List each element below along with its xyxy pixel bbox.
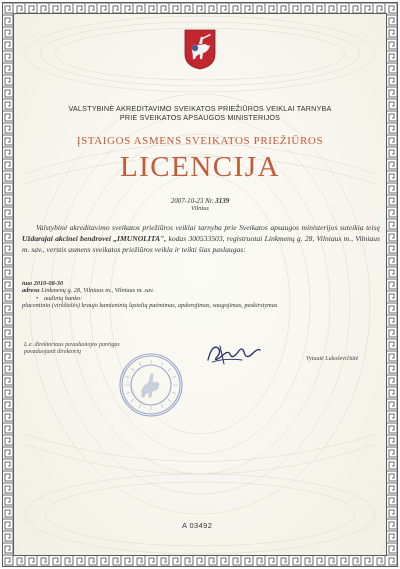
address-label: adresu (22, 287, 40, 295)
license-body-text (22, 222, 380, 256)
signer-name: Vytautė Lukoševičiūtė (306, 356, 359, 362)
authority-line-2: PRIE SVEIKATOS APSAUGOS MINISTERIJOS (119, 113, 281, 122)
issue-city: Vilnius (191, 205, 209, 212)
valid-from: nuo 2010-08-30 (22, 280, 64, 287)
license-details (22, 280, 382, 310)
body-text-part-2: kodas 300533503, registruotai Linkmenų g. 28, Vilniaus m., Vilniaus m. sav., verstis asmens sveikatos priežiūros veikla ir teikti šias paslaugas: (22, 234, 380, 255)
service-item-label: audinių banko: (44, 294, 83, 302)
authority-line-1: VALSTYBINĖ AKREDITAVIMO SVEIKATOS PRIEŽIŪROS VEIKLAI TARNYBA (68, 104, 332, 113)
signer-title-line-2: pavaduojanti direktorių (24, 349, 81, 355)
service-detail: placentinio (virkštelės) kraujo kamieninių ląstelių paėmimas, apdorojimas, saugojimas, paskirstymas (22, 302, 278, 310)
bullet-icon: • (36, 294, 39, 302)
body-text-part-1: Valstybinė akreditavimo sveikatos priežiūros veiklai tarnyba prie Sveikatos apsaugos ministerijos suteikia teisę (36, 223, 380, 232)
official-round-stamp-icon (118, 352, 184, 418)
license-number: 3139 (215, 197, 230, 205)
institution-title: ĮSTAIGOS ASMENS SVEIKATOS PRIEŽIŪROS (76, 135, 324, 147)
lithuanian-vytis-coat-of-arms-icon (183, 28, 217, 70)
signer-title-line-1: L.e. direktoriaus pavaduotojos pareigas (24, 342, 120, 348)
license-date: 2007-10-23 Nr. (170, 197, 214, 205)
serial-number: A 03492 (182, 521, 213, 530)
license-title: LICENCIJA (119, 151, 281, 183)
issuing-authority (0, 104, 400, 122)
service-item (22, 295, 382, 302)
address-value: Linkmenų g. 28, Vilniaus m., Vilniaus m. sav. (41, 287, 154, 295)
license-date-number (0, 197, 400, 205)
company-name: Uždarajai akcinei bendrovei „IMUNOLITA", (22, 234, 167, 244)
handwritten-signature (202, 340, 264, 368)
